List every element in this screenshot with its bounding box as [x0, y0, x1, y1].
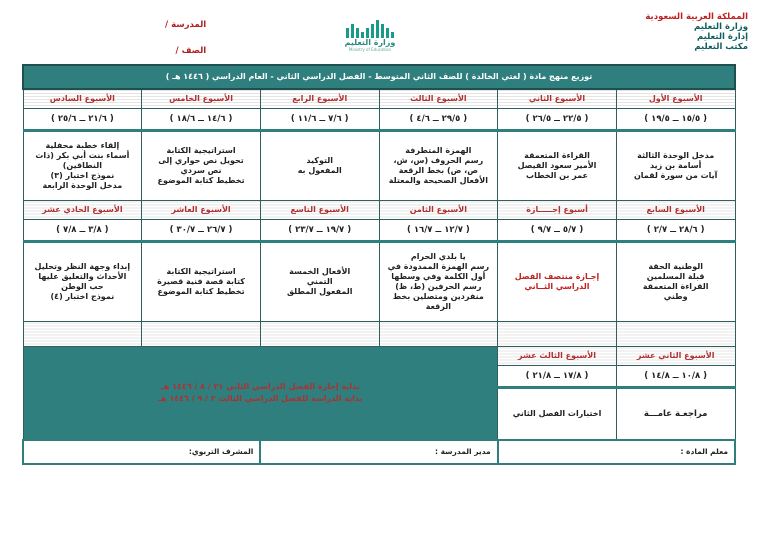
week-label: الأسبوع الخامس	[142, 89, 261, 109]
week-label: الأسبوع السادس	[23, 89, 142, 109]
department-label: إدارة التعليم	[696, 32, 748, 42]
week-date: ( ١٩/٧ ــ ٢٣/٧ )	[260, 220, 379, 242]
week-label: أسبوع إجـــــازة	[498, 201, 617, 220]
supervisor-signature: المشرف التربوي:	[23, 440, 260, 464]
signature-row	[23, 440, 735, 464]
week-date: ( ٢٦/٧ ــ ٣٠/٧ )	[142, 220, 261, 242]
ministry-heading	[645, 12, 748, 52]
week-label: الأسبوع الأول	[616, 89, 735, 109]
office-label: مكتب التعليم	[694, 42, 748, 52]
holiday-content: إجـازة منتصف الفصل الدراسي الثــاني	[498, 242, 617, 322]
week-content: الأفعال الخمسة التمني المفعول المطلق	[260, 242, 379, 322]
week-content: إلقاء خطبة محفلية أسماء بنت أبي بكر (ذات النطاقين) نموذج اختبار (٣) مدخل الوحدة الرابعة	[23, 131, 142, 201]
term-notice	[23, 347, 498, 441]
table-title: توزيع منهج مادة ( لغتي الخالدة ) للصف الثاني المتوسط - الفصل الدراسي الثاني - العام الدراسي ( ١٤٤٦ هـ )	[23, 65, 735, 89]
week-content: إبداء وجهة النظر وتحليل الأحداث والتعليق عليها حب الوطن نموذج اختبار (٤)	[23, 242, 142, 322]
week-label: الأسبوع الثالث عشر	[498, 347, 617, 366]
week-date: ( ٢٨/٦ ــ ٢/٧ )	[616, 220, 735, 242]
week-date: ( ٥/٧ ــ ٩/٧ )	[498, 220, 617, 242]
week-content: مدخل الوحدة الثالثة أسامة بن زيد آيات من سورة لقمان	[616, 131, 735, 201]
kingdom-label: المملكة العربية السعودية	[645, 12, 748, 22]
teacher-signature: معلم المادة :	[498, 440, 735, 464]
document-header	[20, 8, 748, 64]
principal-signature: مدير المدرسة :	[260, 440, 497, 464]
ministry-label: وزارة التعليم	[694, 22, 748, 32]
week-label: الأسبوع السابع	[616, 201, 735, 220]
week-content: التوكيد المفعول به	[260, 131, 379, 201]
curriculum-table	[22, 64, 736, 465]
week-label: الأسبوع العاشر	[142, 201, 261, 220]
week-content: الوطنية الحقة قبلة المسلمين القراءة المتعمقة وطني	[616, 242, 735, 322]
week-label: الأسبوع الثامن	[379, 201, 498, 220]
logo-icon	[320, 18, 420, 38]
week-label: الأسبوع الثاني	[498, 89, 617, 109]
class-label: الصف /	[175, 46, 207, 56]
holiday-start-notice: بداية إجازة الفصل الدراسي الثاني ٢١ / ٨ / ١٤٤٦ هـ	[161, 382, 360, 391]
ministry-logo	[320, 18, 420, 52]
week-content: يا بلدي الحرام رسم الهمزة الممدودة في أول الكلمة وفي وسطها رسم الحرفين (ط، ظ) منفردين ومتصلين بخط الرقعة	[379, 242, 498, 322]
week-label: الأسبوع الحادي عشر	[23, 201, 142, 220]
week-content: الهمزة المتطرفة رسم الحروف (س، ش، ص، ض) بخط الرقعة الأفعال الصحيحة والمعتلة	[379, 131, 498, 201]
week-content: القراءة المتعمقة الأمير سعود الفيصل عمر بن الخطاب	[498, 131, 617, 201]
week-label: الأسبوع الثالث	[379, 89, 498, 109]
week-date: ( ١٤/٦ ــ ١٨/٦ )	[142, 109, 261, 131]
week-date: ( ١٧/٨ ــ ٢١/٨ )	[498, 366, 617, 388]
week-date: ( ١٥/٥ ــ ١٩/٥ )	[616, 109, 735, 131]
week-label: الأسبوع الرابع	[260, 89, 379, 109]
content-row	[23, 131, 735, 201]
week-date: ( ٢٢/٥ ــ ٢٦/٥ )	[498, 109, 617, 131]
week-content: استراتيجية الكتابة كتابة قصة فنية قصيرة تخطيط كتابة الموضوع	[142, 242, 261, 322]
logo-subtext: Ministry of Education	[348, 47, 392, 52]
logo-text: وزارة التعليم	[344, 38, 396, 47]
content-row	[23, 242, 735, 322]
term-start-notice: بداية الدراسة للفصل الدراسي الثالث ٢ / ٩ / ١٤٤٦ هـ	[158, 394, 363, 403]
week-label: الأسبوع التاسع	[260, 201, 379, 220]
week-date: ( ١٠/٨ ــ ١٤/٨ )	[616, 366, 735, 388]
week-content: اختبارات الفصل الثاني	[498, 388, 617, 441]
week-label: الأسبوع الثاني عشر	[616, 347, 735, 366]
spacer-row	[23, 322, 735, 347]
week-header-row	[23, 347, 735, 366]
week-date: ( ٧/٦ ــ ١١/٦ )	[260, 109, 379, 131]
date-row	[23, 220, 735, 242]
week-content: استراتيجية الكتابة تحويل نص حواري إلى نص سردي تخطيط كتابة الموضوع	[142, 131, 261, 201]
week-header-row	[23, 89, 735, 109]
week-date: ( ٢٩/٥ ــ ٤/٦ )	[379, 109, 498, 131]
date-row	[23, 109, 735, 131]
week-header-row	[23, 201, 735, 220]
week-date: ( ٢١/٦ ــ ٢٥/٦ )	[23, 109, 142, 131]
week-date: ( ٣/٨ ــ ٧/٨ )	[23, 220, 142, 242]
school-info	[165, 12, 206, 64]
week-content: مراجعـة عامـــة	[616, 388, 735, 441]
week-date: ( ١٢/٧ ــ ١٦/٧ )	[379, 220, 498, 242]
school-label: المدرسة /	[165, 20, 207, 30]
